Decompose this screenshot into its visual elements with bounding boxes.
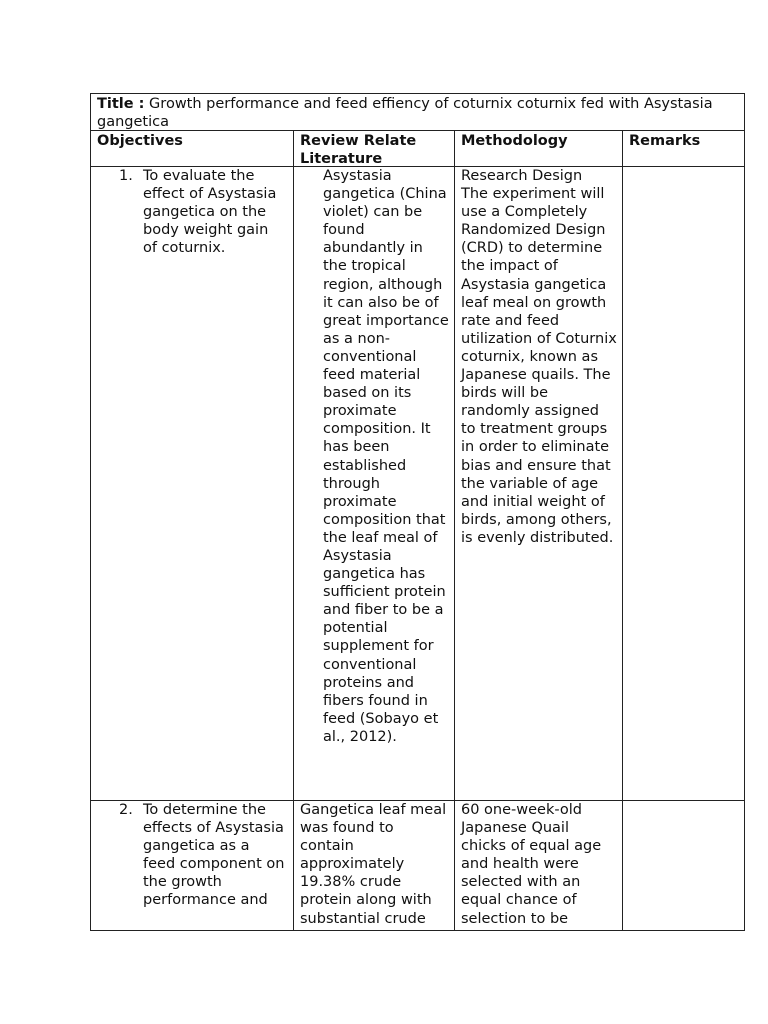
header-row [91, 131, 744, 167]
objective-cell [91, 801, 294, 931]
title-row [91, 94, 744, 131]
review-cell [294, 801, 455, 931]
remarks-cell [623, 801, 745, 931]
objective-text: To determine the effects of Asystasia gangetica as a feed component on the growth performance and [143, 802, 285, 909]
objective-cell [91, 167, 294, 800]
objective-text: To evaluate the effect of Asystasia gangetica on the body weight gain of coturnix. [143, 168, 277, 257]
table-row [91, 167, 744, 801]
research-table [90, 93, 745, 931]
methodology-text: The experiment will use a Completely Randomized Design (CRD) to determine the impact of Asystasia gangetica leaf meal on growth rate and feed utilization of Coturnix coturnix, known as Japanese quails. The birds will be randomly assigned to treatment groups in order to eliminate bias and ensure that the variable of age and initial weight of birds, among others, is evenly distributed. [461, 186, 617, 546]
review-text: Gangetica leaf meal was found to contain approximately 19.38% crude protein along with substantial crude [300, 802, 447, 927]
review-text: Asystasia gangetica (China violet) can be found abundantly in the tropical region, although it can also be of great importance as a non-conventional feed material based on its proximate composition. It has been established through proximate composition that the leaf meal of Asystasia gangetica has sufficient protein and fiber to be a potential supplement for conventional proteins and fibers found in feed (Sobayo et al., 2012). [323, 168, 449, 745]
header-methodology: Methodology [455, 131, 623, 166]
item-number: 1. [119, 168, 133, 184]
item-number: 2. [119, 802, 133, 818]
header-objectives: Objectives [91, 131, 294, 166]
methodology-text: 60 one-week-old Japanese Quail chicks of equal age and health were selected with an equal chance of selection to be [461, 802, 602, 927]
table-row [91, 801, 744, 931]
remarks-cell [623, 167, 745, 800]
objective-item [97, 167, 289, 257]
objective-item [97, 801, 289, 910]
methodology-cell [455, 167, 623, 800]
methodology-heading: Research Design [461, 168, 583, 184]
title-label: Title : [97, 96, 145, 112]
header-remarks: Remarks [629, 133, 701, 149]
header-review: Review Relate Literature [294, 131, 455, 166]
review-cell [294, 167, 455, 800]
methodology-cell [455, 801, 623, 931]
title-text: Growth performance and feed effiency of coturnix coturnix fed with Asystasia gangetica [97, 96, 713, 131]
